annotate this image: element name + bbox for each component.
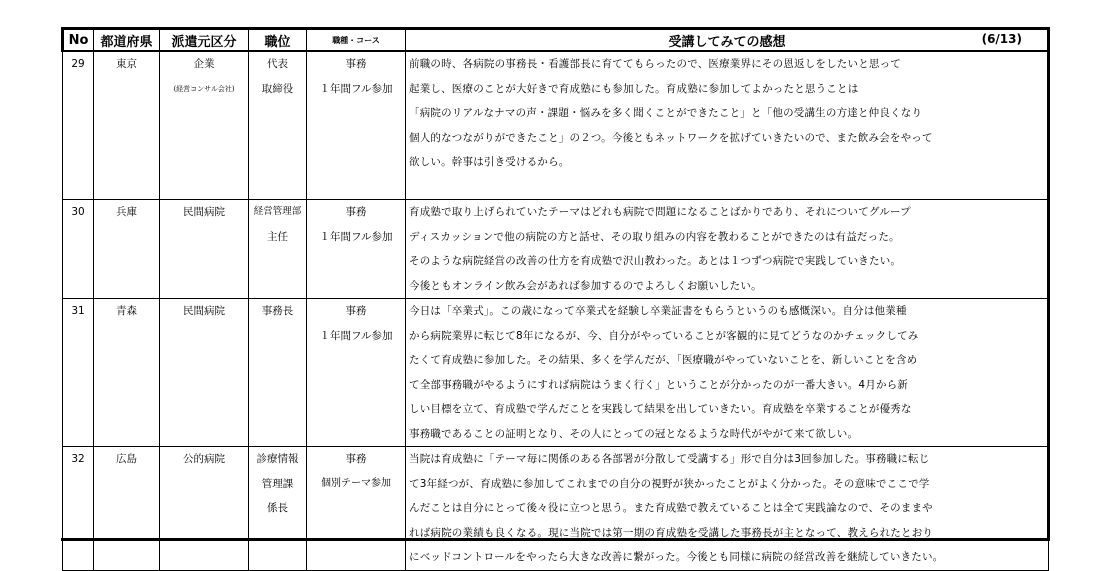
header-position: 職位 (249, 29, 307, 52)
cell-prefecture: 東京 (94, 51, 160, 200)
header-course: 職種・コース (307, 29, 406, 52)
cell-dispatch: 民間病院 (160, 299, 249, 447)
table-row (63, 51, 1049, 200)
cell-no: 32 (63, 447, 94, 571)
cell-prefecture: 広島 (94, 447, 160, 571)
header-prefecture: 都道府県 (94, 29, 160, 52)
table-row (63, 447, 1049, 571)
cell-position: 代表 取締役 (249, 51, 307, 200)
header-no: No (63, 29, 94, 52)
table-row (63, 299, 1049, 447)
header-dispatch: 派遣元区分 (160, 29, 249, 52)
cell-position: 事務長 (249, 299, 307, 447)
header-impression-label: 受講してみての感想 (668, 34, 786, 50)
survey-sheet (61, 27, 1050, 563)
cell-course: 事務 １年間フル参加 (307, 299, 406, 447)
header-impression (406, 29, 1049, 52)
cell-impression: 今日は「卒業式」。この歳になって卒業式を経験し卒業証書をもらうというのも感慨深い。自分は他業種 から病院業界に転じて8年になるが、今、自分がやっていることが客観的に見てどうなのかチェックしてみ たくて育成塾に参加した。その結果、多くを学んだが、「医療職がやっていないことを、新しいことを含め て全部事務職がやるようにすれば病院はうまく行く」ということが分かったのが一番大きい。4月から新 しい目標を立て、育成塾で学んだことを実践して結果を出していきたい。育成塾を卒業することが優秀な 事務職であることの証明となり、その人にとっての冠となるような時代がやがて来て欲しい。 (406, 299, 1049, 447)
cell-prefecture: 兵庫 (94, 200, 160, 299)
cell-dispatch: 民間病院 (160, 200, 249, 299)
cell-dispatch: 公的病院 (160, 447, 249, 571)
cell-impression: 育成塾で取り上げられていたテーマはどれも病院で問題になることばかりであり、それについてグループ ディスカッションで他の病院の方と話せ、その取り組みの内容を教わることができたのは有益だった。 そのような病院経営の改善の仕方を育成塾で沢山教わった。あとは１つずつ病院で実践していきたい。 今後ともオンライン飲み会があれば参加するのでよろしくお願いしたい。 (406, 200, 1049, 299)
cell-no: 30 (63, 200, 94, 299)
cell-prefecture: 青森 (94, 299, 160, 447)
cell-no: 29 (63, 51, 94, 200)
impressions-table (61, 27, 1049, 571)
cell-position: 診療情報 管理課 係長 (249, 447, 307, 571)
cell-dispatch: 企業 (経営コンサル会社) (160, 51, 249, 200)
page-indicator: (6/13) (981, 32, 1022, 46)
header-row (63, 29, 1049, 52)
cell-impression: 前職の時、各病院の事務長・看護部長に育ててもらったので、医療業界にその恩返しをしたいと思って 起業し、医療のことが大好きで育成塾にも参加した。育成塾に参加してよかったと思うことは 「病院のリアルなナマの声・課題・悩みを多く聞くことができたこと」と「他の受講生の方達と仲良くなり 個人的なつながりができたこと」の２つ。今後ともネットワークを拡げていきたいので、また飲み会をやって 欲しい。幹事は引き受けるから。 (406, 51, 1049, 200)
cell-position: 経営管理部 主任 (249, 200, 307, 299)
cell-course: 事務 １年間フル参加 (307, 200, 406, 299)
cell-no: 31 (63, 299, 94, 447)
cell-course: 事務 １年間フル参加 (307, 51, 406, 200)
table-row (63, 200, 1049, 299)
cell-course: 事務 個別テーマ参加 (307, 447, 406, 571)
cell-impression: 当院は育成塾に「テーマ毎に関係のある各部署が分散して受講する」形で自分は3回参加した。事務職に転じ て3年経つが、育成塾に参加してこれまでの自分の視野が狭かったことがよく分かった。その意味でここで学 んだことは自分にとって後々役に立つと思う。また育成塾で教えていることは全て実践論なので、そのままや れば病院の業績も良くなる。現に当院では第一期の育成塾を受講した事務長が主となって、教えられたとおり にベッドコントロールをやったら大きな改善に繋がった。今後とも同様に病院の経営改善を継続していきたい。 (406, 447, 1049, 571)
